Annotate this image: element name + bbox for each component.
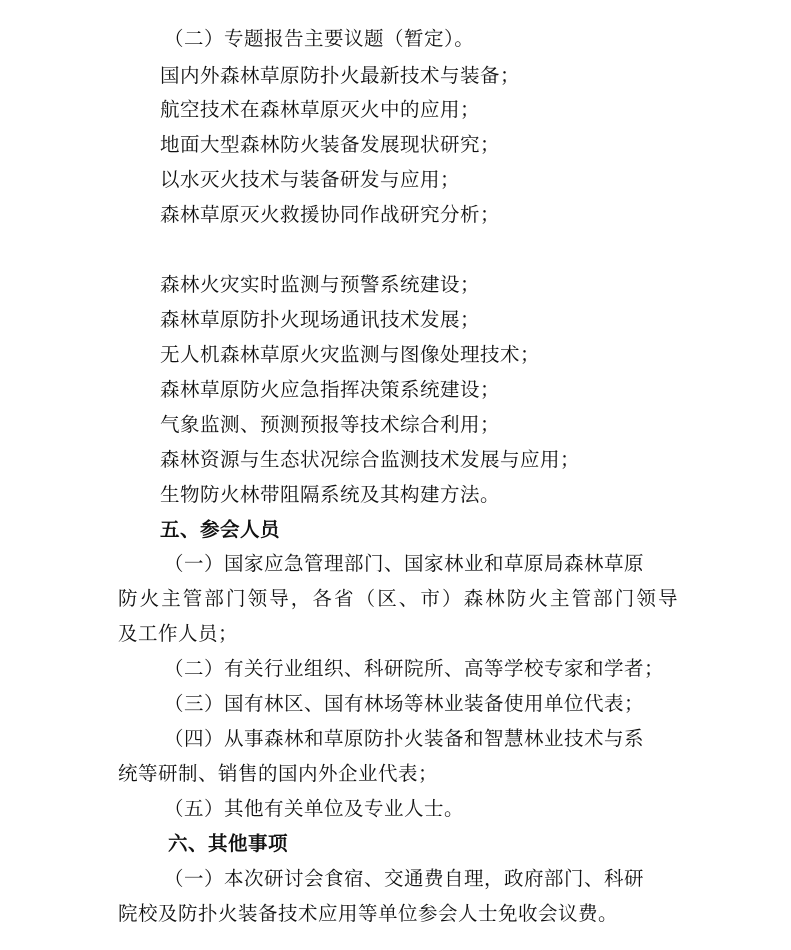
section-heading-attendees: 五、参会人员 bbox=[160, 518, 281, 541]
paragraph-line: 防火主管部门领导，各省（区、市）森林防火主管部门领导 bbox=[118, 587, 678, 610]
topic-item: 森林火灾实时监测与预警系统建设； bbox=[160, 273, 481, 296]
topic-item: 航空技术在森林草原灭火中的应用； bbox=[160, 98, 481, 121]
paragraph-line: （五）其他有关单位及专业人士。 bbox=[164, 797, 465, 820]
paragraph-line: （二）有关行业组织、科研院所、高等学校专家和学者； bbox=[164, 657, 665, 680]
topics-intro: （二）专题报告主要议题（暂定）。 bbox=[164, 27, 475, 50]
section-heading-other-matters: 六、其他事项 bbox=[168, 832, 289, 855]
topic-item: 以水灭火技术与装备研发与应用； bbox=[160, 168, 461, 191]
topic-item: 森林草原防扑火现场通讯技术发展； bbox=[160, 308, 481, 331]
paragraph-line: （四）从事森林和草原防扑火装备和智慧林业技术与系 bbox=[164, 727, 645, 750]
topic-item: 森林资源与生态状况综合监测技术发展与应用； bbox=[160, 448, 581, 471]
topic-item: 国内外森林草原防扑火最新技术与装备； bbox=[160, 64, 521, 87]
paragraph-line: （三）国有林区、国有林场等林业装备使用单位代表； bbox=[164, 692, 645, 715]
paragraph-line: 及工作人员； bbox=[118, 622, 239, 645]
topic-item: 气象监测、预测预报等技术综合利用； bbox=[160, 413, 501, 436]
topic-item: 生物防火林带阻隔系统及其构建方法。 bbox=[160, 483, 501, 506]
topic-item: 地面大型森林防火装备发展现状研究； bbox=[160, 133, 501, 156]
paragraph-line: 统等研制、销售的国内外企业代表； bbox=[118, 762, 439, 785]
topic-item: 森林草原防火应急指挥决策系统建设； bbox=[160, 378, 501, 401]
topic-item: 无人机森林草原火灾监测与图像处理技术； bbox=[160, 343, 541, 366]
topic-item: 森林草原灭火救援协同作战研究分析； bbox=[160, 203, 501, 226]
paragraph-line: 院校及防扑火装备技术应用等单位参会人士免收会议费。 bbox=[118, 902, 619, 925]
paragraph-line: （一）国家应急管理部门、国家林业和草原局森林草原 bbox=[164, 552, 645, 575]
paragraph-line: （一）本次研讨会食宿、交通费自理，政府部门、科研 bbox=[164, 867, 645, 890]
